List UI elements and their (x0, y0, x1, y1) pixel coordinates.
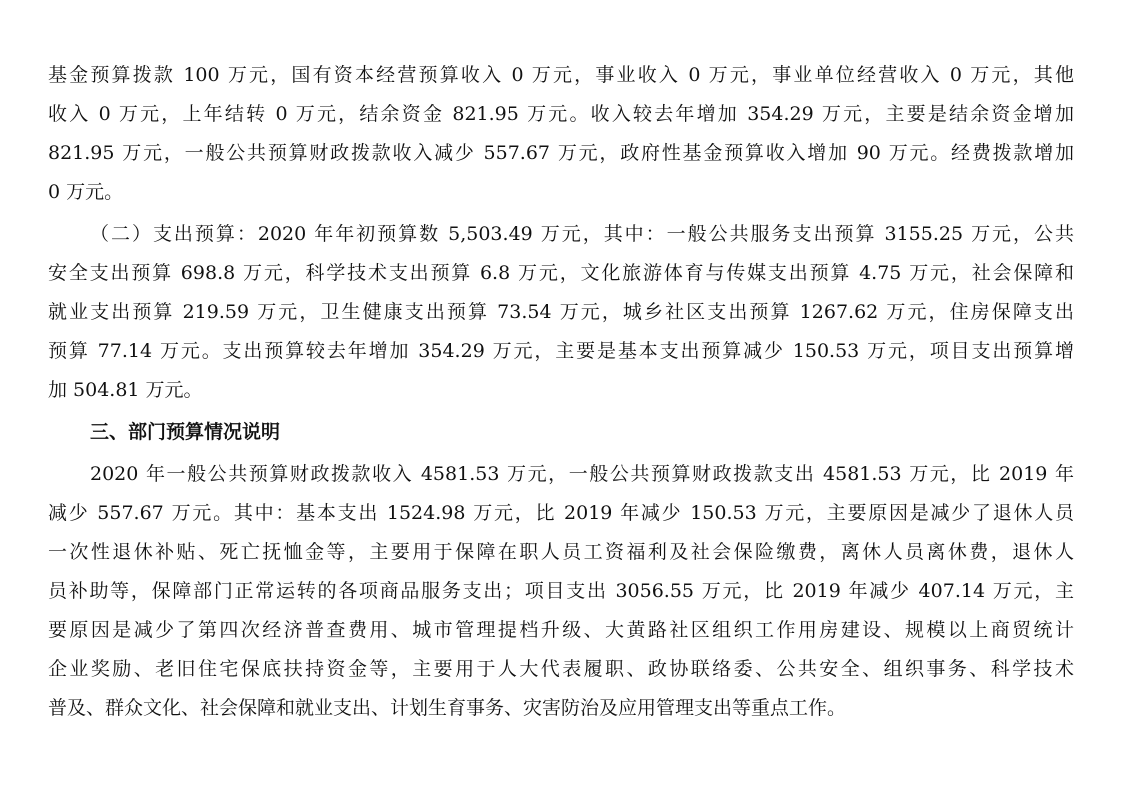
paragraph-line: 收入 0 万元，上年结转 0 万元，结余资金 821.95 万元。收入较去年增加 354.29 万元，主要是结余资金增加 (48, 103, 1074, 125)
income-budget-paragraph (48, 56, 1074, 212)
paragraph-line: 普及、群众文化、社会保障和就业支出、计划生育事务、灾害防治及应用管理支出等重点工作。 (48, 697, 847, 719)
paragraph-line: 基金预算拨款 100 万元，国有资本经营预算收入 0 万元，事业收入 0 万元，事业单位经营收入 0 万元，其他 (48, 64, 1074, 86)
paragraph-line: 员补助等，保障部门正常运转的各项商品服务支出；项目支出 3056.55 万元，比 2019 年减少 407.14 万元，主 (48, 580, 1074, 602)
department-budget-paragraph (48, 455, 1074, 728)
paragraph-line: 安全支出预算 698.8 万元，科学技术支出预算 6.8 万元，文化旅游体育与传媒支出预算 4.75 万元，社会保障和 (48, 262, 1074, 284)
paragraph-line: 821.95 万元，一般公共预算财政拨款收入减少 557.67 万元，政府性基金预算收入增加 90 万元。经费拨款增加 (48, 142, 1074, 164)
paragraph-line: （二）支出预算：2020 年年初预算数 5,503.49 万元，其中：一般公共服务支出预算 3155.25 万元，公共 (90, 223, 1074, 245)
paragraph-line: 就业支出预算 219.59 万元，卫生健康支出预算 73.54 万元，城乡社区支出预算 1267.62 万元，住房保障支出 (48, 301, 1074, 323)
paragraph-line: 0 万元。 (48, 181, 124, 203)
paragraph-line: 要原因是减少了第四次经济普查费用、城市管理提档升级、大黄路社区组织工作用房建设、规模以上商贸统计 (48, 619, 1074, 641)
paragraph-line: 2020 年一般公共预算财政拨款收入 4581.53 万元，一般公共预算财政拨款支出 4581.53 万元，比 2019 年 (90, 463, 1074, 485)
paragraph-line: 预算 77.14 万元。支出预算较去年增加 354.29 万元，主要是基本支出预算减少 150.53 万元，项目支出预算增 (48, 340, 1074, 362)
paragraph-line: 减少 557.67 万元。其中：基本支出 1524.98 万元，比 2019 年减少 150.53 万元，主要原因是减少了退休人员 (48, 502, 1074, 524)
expenditure-budget-paragraph (48, 215, 1074, 410)
paragraph-line: 企业奖励、老旧住宅保底扶持资金等，主要用于人大代表履职、政协联络委、公共安全、组织事务、科学技术 (48, 658, 1074, 680)
section-heading: 三、部门预算情况说明 (90, 421, 281, 443)
document-page (48, 56, 1074, 728)
paragraph-line: 一次性退休补贴、死亡抚恤金等，主要用于保障在职人员工资福利及社会保险缴费，离休人员离休费，退休人 (48, 541, 1074, 563)
paragraph-line: 加 504.81 万元。 (48, 379, 203, 401)
